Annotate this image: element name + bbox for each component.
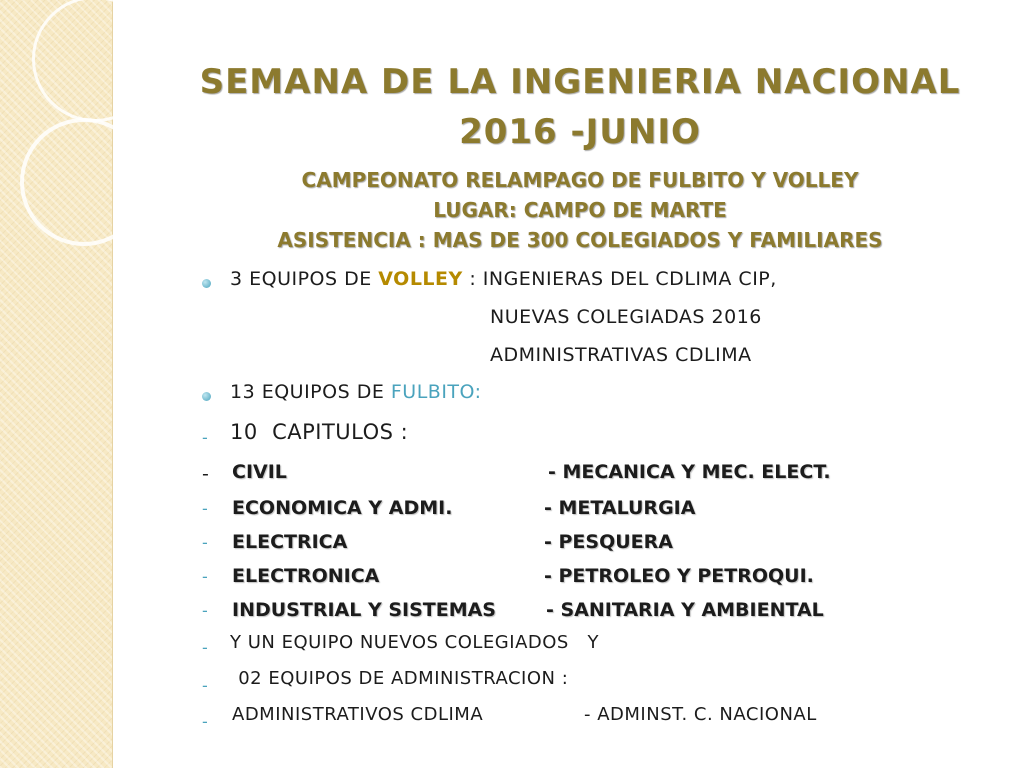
dash-marker: - — [202, 712, 208, 731]
dash-marker: - — [202, 499, 208, 518]
chapter-right: - SANITARIA Y AMBIENTAL — [546, 599, 824, 621]
dash-marker: - — [202, 533, 208, 552]
dash-marker: - — [202, 676, 208, 695]
volley-suffix: : INGENIERAS DEL CDLIMA CIP, — [462, 268, 777, 290]
volley-team-2: NUEVAS COLEGIADAS 2016 — [490, 306, 762, 328]
chapter-left: ELECTRICA — [232, 531, 348, 553]
chapter-left: CIVIL — [232, 461, 287, 483]
dash-marker: - — [202, 463, 209, 485]
title-line-2: 2016 -JUNIO — [459, 112, 701, 152]
chapter-right: - METALURGIA — [544, 497, 696, 519]
subtitle-campeonato: CAMPEONATO RELAMPAGO DE FULBITO Y VOLLEY — [301, 168, 859, 192]
capitulos-heading: 10 CAPITULOS : — [230, 420, 409, 444]
decorative-side-panel — [0, 0, 113, 768]
dash-marker: - — [202, 428, 208, 447]
decorative-ring-middle — [20, 118, 148, 246]
fulbito-prefix: 13 EQUIPOS DE — [230, 381, 391, 403]
title-line-1: SEMANA DE LA INGENIERIA NACIONAL — [199, 62, 961, 102]
chapter-right: - PETROLEO Y PETROQUI. — [544, 565, 814, 587]
admin-team-left: ADMINISTRATIVOS CDLIMA — [232, 704, 484, 725]
chapter-left: ECONOMICA Y ADMI. — [232, 497, 453, 519]
dash-marker: - — [202, 567, 208, 586]
volley-prefix: 3 EQUIPOS DE — [230, 268, 379, 290]
chapter-right: - MECANICA Y MEC. ELECT. — [548, 461, 831, 483]
chapter-left: INDUSTRIAL Y SISTEMAS — [232, 599, 496, 621]
subtitle-asistencia: ASISTENCIA : MAS DE 300 COLEGIADOS Y FAMILIARES — [277, 228, 883, 252]
administracion-line: 02 EQUIPOS DE ADMINISTRACION : — [232, 668, 569, 689]
nuevos-colegiados-line: Y UN EQUIPO NUEVOS COLEGIADOS Y — [230, 632, 599, 653]
admin-team-right: - ADMINST. C. NACIONAL — [584, 704, 817, 725]
chapter-left: ELECTRONICA — [232, 565, 380, 587]
dash-marker: - — [202, 601, 208, 620]
fulbito-suffix: : — [474, 381, 482, 403]
bullet-icon — [202, 392, 211, 401]
bullet-icon — [202, 279, 211, 288]
volley-line — [230, 268, 777, 290]
fulbito-sport: FULBITO — [390, 381, 475, 403]
decorative-ring-top — [32, 0, 158, 122]
volley-sport: VOLLEY — [378, 268, 463, 290]
chapter-right: - PESQUERA — [544, 531, 673, 553]
fulbito-line — [230, 381, 482, 403]
volley-team-3: ADMINISTRATIVAS CDLIMA — [490, 344, 752, 366]
dash-marker: - — [202, 638, 208, 657]
subtitle-lugar: LUGAR: CAMPO DE MARTE — [433, 198, 727, 222]
